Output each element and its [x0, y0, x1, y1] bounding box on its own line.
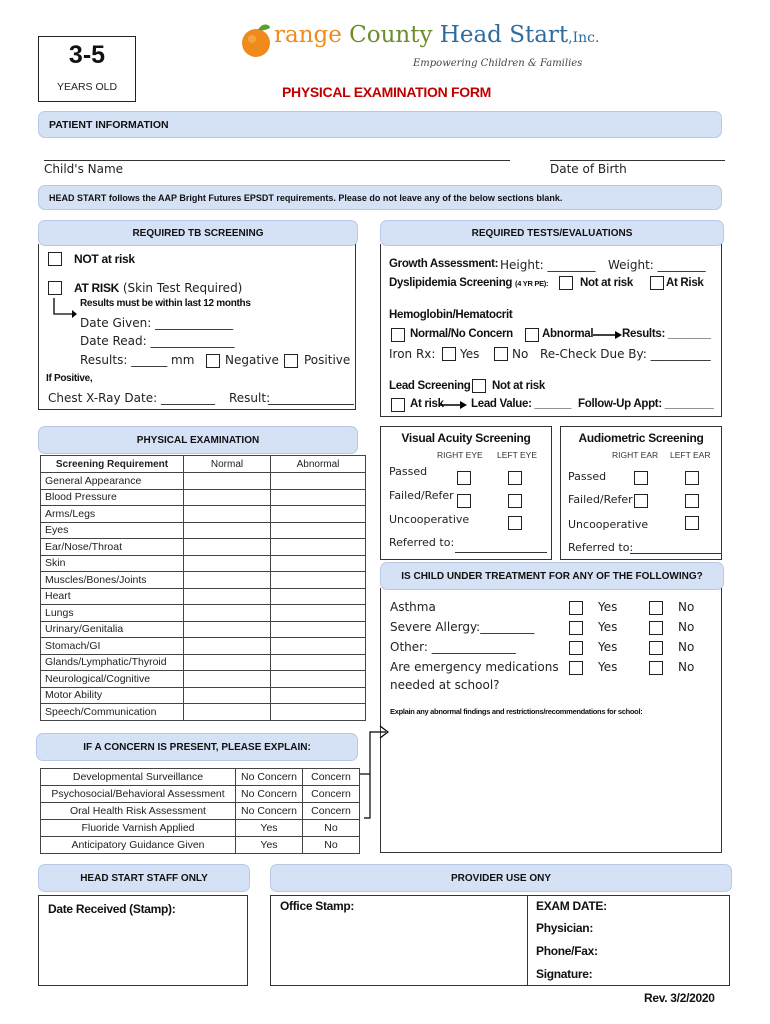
lead-value[interactable]: Lead Value: ______	[471, 398, 572, 410]
logo-county-text: County	[341, 22, 440, 48]
staff-header	[38, 864, 250, 892]
patient-info-header	[38, 111, 722, 138]
notice-bar	[38, 185, 722, 210]
treatment-no-label: No	[678, 660, 695, 674]
dys-not-at-risk-checkbox[interactable]	[559, 276, 573, 290]
table-row	[41, 803, 360, 820]
lead-title: Lead Screening	[389, 380, 471, 392]
tb-at-risk-checkbox[interactable]	[48, 281, 62, 295]
concern-arrow-icon	[356, 724, 392, 824]
concern-label-cell: Fluoride Varnish Applied	[41, 820, 236, 837]
screening-requirement-cell: Eyes	[41, 522, 184, 539]
tb-negative-label: Negative	[225, 353, 279, 367]
audio-right-ear: RIGHT EAR	[612, 450, 659, 460]
col-screening-requirement: Screening Requirement	[41, 456, 184, 473]
follow-up-appt[interactable]: Follow-Up Appt: ________	[578, 398, 714, 410]
hemo-abnormal-checkbox[interactable]	[525, 328, 539, 342]
table-row	[41, 837, 360, 854]
dys-not-at-risk-label: Not at risk	[580, 277, 633, 289]
normal-cell[interactable]	[184, 522, 271, 539]
orange-fruit-icon	[240, 22, 274, 58]
hemo-results[interactable]: Results: _______	[622, 328, 711, 340]
table-row	[41, 555, 366, 572]
explain-note: Explain any abnormal findings and restrictions/recommendations for school:	[390, 707, 643, 716]
normal-cell[interactable]	[184, 621, 271, 638]
abnormal-cell[interactable]	[271, 704, 366, 721]
treatment-no-label: No	[678, 600, 695, 614]
vision-uncoop: Uncooperative	[389, 513, 470, 526]
emergency-line2: needed at school?	[390, 678, 500, 692]
screening-requirement-cell: Lungs	[41, 605, 184, 622]
table-row	[41, 506, 366, 523]
tb-if-positive: If Positive,	[46, 373, 93, 384]
normal-cell[interactable]	[184, 489, 271, 506]
abnormal-cell[interactable]	[271, 671, 366, 688]
vision-failed: Failed/Refer	[389, 489, 454, 502]
childs-name-field[interactable]	[44, 160, 510, 161]
lead-arrow-icon	[440, 400, 468, 410]
treatment-yes-label: Yes	[598, 620, 618, 634]
concern-title: IF A CONCERN IS PRESENT, PLEASE EXPLAIN:	[83, 741, 311, 753]
concern-label-cell: Oral Health Risk Assessment	[41, 803, 236, 820]
vision-referred-field[interactable]	[455, 552, 547, 553]
date-received-label: Date Received (Stamp):	[48, 902, 176, 916]
physical-exam-table	[40, 455, 366, 721]
abnormal-cell[interactable]	[271, 588, 366, 605]
table-row	[41, 539, 366, 556]
tb-results[interactable]: Results: ______ mm	[80, 353, 195, 367]
screening-requirement-cell: General Appearance	[41, 473, 184, 490]
normal-cell[interactable]	[184, 638, 271, 655]
provider-title: PROVIDER USE ONY	[450, 872, 552, 884]
table-row	[41, 621, 366, 638]
screening-requirement-cell: Arms/Legs	[41, 506, 184, 523]
abnormal-cell[interactable]	[271, 489, 366, 506]
normal-cell[interactable]	[184, 555, 271, 572]
audio-passed-right-checkbox[interactable]	[634, 471, 648, 485]
audio-failed: Failed/Refer	[568, 493, 633, 506]
audio-passed: Passed	[568, 470, 607, 483]
concern-table	[40, 768, 360, 854]
signature-label[interactable]: Signature:	[536, 967, 593, 981]
height-field[interactable]: Height: ________	[500, 258, 596, 272]
asthma-label: Asthma	[390, 600, 436, 614]
table-row	[41, 473, 366, 490]
abnormal-cell[interactable]	[271, 621, 366, 638]
phone-fax-label[interactable]: Phone/Fax:	[536, 944, 598, 958]
audio-referred: Referred to:	[568, 541, 634, 554]
treatment-no-checkbox[interactable]	[649, 641, 663, 655]
dob-label: Date of Birth	[550, 162, 627, 176]
treatment-no-checkbox[interactable]	[649, 661, 663, 675]
screening-requirement-cell: Neurological/Cognitive	[41, 671, 184, 688]
table-row	[41, 671, 366, 688]
vision-failed-right-checkbox[interactable]	[457, 494, 471, 508]
weight-field[interactable]: Weight: ________	[608, 258, 706, 272]
concern-option-a[interactable]: No Concern	[236, 803, 303, 820]
normal-cell[interactable]	[184, 588, 271, 605]
concern-option-b[interactable]: Concern	[303, 803, 360, 820]
tests-header	[380, 220, 724, 246]
patient-info-title: PATIENT INFORMATION	[49, 118, 169, 131]
concern-option-b[interactable]: No	[303, 820, 360, 837]
dys-at-risk-checkbox[interactable]	[650, 276, 664, 290]
treatment-no-checkbox[interactable]	[649, 621, 663, 635]
logo-headstart-text: Head Start	[439, 22, 569, 48]
lead-at-risk-label: At risk	[410, 398, 444, 410]
dyslipidemia-label: Dyslipidemia Screening	[389, 277, 513, 289]
childs-name-label: Child's Name	[44, 162, 124, 176]
screening-requirement-cell: Ear/Nose/Throat	[41, 539, 184, 556]
col-normal: Normal	[184, 456, 271, 473]
table-row	[41, 654, 366, 671]
tb-result[interactable]: Result:	[229, 391, 271, 405]
vision-referred: Referred to:	[389, 536, 455, 549]
lead-at-risk-checkbox[interactable]	[391, 398, 405, 412]
table-row	[41, 522, 366, 539]
hemo-title: Hemoglobin/Hematocrit	[389, 309, 513, 321]
normal-cell[interactable]	[184, 473, 271, 490]
abnormal-cell[interactable]	[271, 539, 366, 556]
emergency-line1: Are emergency medications	[390, 660, 559, 674]
vision-passed-left-checkbox[interactable]	[508, 471, 522, 485]
vision-uncoop-checkbox[interactable]	[508, 516, 522, 530]
tb-chest-xray[interactable]: Chest X-Ray Date: _________	[48, 391, 215, 405]
hemo-arrow-icon	[593, 330, 623, 340]
table-row	[41, 786, 360, 803]
concern-option-a[interactable]: Yes	[236, 837, 303, 854]
audio-referred-field[interactable]	[630, 553, 722, 554]
normal-cell[interactable]	[184, 704, 271, 721]
normal-cell[interactable]	[184, 687, 271, 704]
abnormal-cell[interactable]	[271, 605, 366, 622]
audio-failed-right-checkbox[interactable]	[634, 494, 648, 508]
audio-passed-left-checkbox[interactable]	[685, 471, 699, 485]
tb-at-risk-detail: (Skin Test Required)	[119, 281, 243, 295]
normal-cell[interactable]	[184, 671, 271, 688]
col-abnormal: Abnormal	[271, 456, 366, 473]
treatment-yes-checkbox[interactable]	[569, 621, 583, 635]
treatment-no-checkbox[interactable]	[649, 601, 663, 615]
hemo-normal-label: Normal/No Concern	[410, 328, 513, 340]
treatment-yes-label: Yes	[598, 640, 618, 654]
table-row	[41, 605, 366, 622]
normal-cell[interactable]	[184, 654, 271, 671]
tb-positive-checkbox[interactable]	[284, 354, 298, 368]
lead-not-at-risk-label: Not at risk	[492, 380, 545, 392]
dyslipidemia-age: (4 YR PE):	[515, 279, 549, 288]
tb-arrow-icon	[52, 298, 78, 320]
logo-orange-text: range	[274, 22, 342, 48]
abnormal-cell[interactable]	[271, 555, 366, 572]
treatment-yes-checkbox[interactable]	[569, 601, 583, 615]
allergy-field[interactable]: Severe Allergy:_________	[390, 620, 535, 634]
treatment-yes-label: Yes	[598, 600, 618, 614]
physical-header	[38, 426, 358, 454]
screening-requirement-cell: Motor Ability	[41, 687, 184, 704]
table-row	[41, 769, 360, 786]
age-box	[38, 36, 136, 102]
screening-requirement-cell: Skin	[41, 555, 184, 572]
dys-at-risk-label: At Risk	[666, 277, 704, 289]
table-row	[41, 704, 366, 721]
tb-positive-label: Positive	[304, 353, 351, 367]
audio-title: Audiometric Screening	[578, 431, 704, 445]
iron-yes-label: Yes	[460, 347, 480, 361]
abnormal-cell[interactable]	[271, 572, 366, 589]
iron-no-label: No	[512, 347, 529, 361]
table-row	[41, 687, 366, 704]
iron-rx-label: Iron Rx:	[389, 347, 436, 361]
normal-cell[interactable]	[184, 506, 271, 523]
table-row	[41, 820, 360, 837]
form-title: PHYSICAL EXAMINATION FORM	[282, 84, 491, 100]
tests-title: REQUIRED TESTS/EVALUATIONS	[471, 227, 633, 239]
tb-negative-checkbox[interactable]	[206, 354, 220, 368]
abnormal-cell[interactable]	[271, 638, 366, 655]
iron-no-checkbox[interactable]	[494, 347, 508, 361]
audio-left-ear: LEFT EAR	[670, 450, 711, 460]
concern-option-b[interactable]: Concern	[303, 786, 360, 803]
vision-passed: Passed	[389, 465, 428, 478]
vision-failed-left-checkbox[interactable]	[508, 494, 522, 508]
revision-date: Rev. 3/2/2020	[644, 991, 715, 1005]
notice-text: HEAD START follows the AAP Bright Futures EPSDT requirements. Please do not leave any of the below sections blank.	[49, 192, 563, 203]
dob-field[interactable]	[550, 160, 725, 161]
age-range: 3-5	[68, 41, 106, 69]
treatment-yes-checkbox[interactable]	[569, 661, 583, 675]
physical-title: PHYSICAL EXAMINATION	[136, 434, 260, 446]
tb-header	[38, 220, 358, 246]
screening-requirement-cell: Urinary/Genitalia	[41, 621, 184, 638]
tb-not-at-risk-checkbox[interactable]	[48, 252, 62, 266]
tb-results-note: Results must be within last 12 months	[80, 298, 251, 309]
provider-header	[270, 864, 732, 892]
vision-left-eye: LEFT EYE	[497, 450, 537, 460]
normal-cell[interactable]	[184, 572, 271, 589]
tb-date-read[interactable]: Date Read: ______________	[80, 334, 235, 348]
staff-title: HEAD START STAFF ONLY	[80, 872, 208, 884]
vision-title: Visual Acuity Screening	[401, 431, 531, 445]
screening-requirement-cell: Muscles/Bones/Joints	[41, 572, 184, 589]
table-row	[41, 489, 366, 506]
exam-date-label[interactable]: EXAM DATE:	[536, 899, 607, 913]
lead-not-at-risk-checkbox[interactable]	[472, 379, 486, 393]
table-row	[41, 638, 366, 655]
tagline: Empowering Children & Families	[413, 58, 583, 69]
recheck-field[interactable]: Re-Check Due By: __________	[540, 347, 711, 361]
treatment-header	[380, 562, 724, 590]
vision-right-eye: RIGHT EYE	[437, 450, 483, 460]
concern-label-cell: Anticipatory Guidance Given	[41, 837, 236, 854]
concern-option-a[interactable]: No Concern	[236, 786, 303, 803]
audio-uncoop-checkbox[interactable]	[685, 516, 699, 530]
age-label: YEARS OLD	[56, 81, 118, 93]
concern-option-a[interactable]: Yes	[236, 820, 303, 837]
tb-at-risk-label: AT RISK	[74, 281, 120, 295]
concern-header	[36, 733, 358, 761]
treatment-no-label: No	[678, 640, 695, 654]
screening-requirement-cell: Speech/Communication	[41, 704, 184, 721]
hemo-abnormal-label: Abnormal	[542, 328, 594, 340]
table-row	[41, 572, 366, 589]
tb-result-line[interactable]	[268, 404, 354, 405]
concern-option-b[interactable]: Concern	[303, 769, 360, 786]
growth-label: Growth Assessment:	[389, 258, 499, 270]
screening-requirement-cell: Stomach/GI	[41, 638, 184, 655]
concern-option-a[interactable]: No Concern	[236, 769, 303, 786]
audio-uncoop: Uncooperative	[568, 518, 649, 531]
treatment-yes-label: Yes	[598, 660, 618, 674]
tb-not-at-risk-label: NOT at risk	[74, 252, 135, 266]
normal-cell[interactable]	[184, 605, 271, 622]
audio-failed-left-checkbox[interactable]	[685, 494, 699, 508]
vision-passed-right-checkbox[interactable]	[457, 471, 471, 485]
screening-requirement-cell: Heart	[41, 588, 184, 605]
office-stamp-label: Office Stamp:	[280, 899, 355, 913]
abnormal-cell[interactable]	[271, 506, 366, 523]
screening-requirement-cell: Blood Pressure	[41, 489, 184, 506]
abnormal-cell[interactable]	[271, 687, 366, 704]
treatment-yes-checkbox[interactable]	[569, 641, 583, 655]
hemo-normal-checkbox[interactable]	[391, 328, 405, 342]
physician-label[interactable]: Physician:	[536, 921, 594, 935]
concern-label-cell: Psychosocial/Behavioral Assessment	[41, 786, 236, 803]
treatment-title: IS CHILD UNDER TREATMENT FOR ANY OF THE FOLLOWING?	[401, 570, 703, 582]
normal-cell[interactable]	[184, 539, 271, 556]
abnormal-cell[interactable]	[271, 522, 366, 539]
iron-yes-checkbox[interactable]	[442, 347, 456, 361]
logo-suffix: ,Inc.	[568, 30, 600, 46]
screening-requirement-cell: Glands/Lymphatic/Thyroid	[41, 654, 184, 671]
concern-option-b[interactable]: No	[303, 837, 360, 854]
treatment-no-label: No	[678, 620, 695, 634]
abnormal-cell[interactable]	[271, 473, 366, 490]
tb-date-given[interactable]: Date Given: _____________	[80, 316, 234, 330]
concern-label-cell: Developmental Surveillance	[41, 769, 236, 786]
table-row	[41, 588, 366, 605]
abnormal-cell[interactable]	[271, 654, 366, 671]
tb-title: REQUIRED TB SCREENING	[132, 227, 264, 239]
other-field[interactable]: Other: ______________	[390, 640, 516, 654]
